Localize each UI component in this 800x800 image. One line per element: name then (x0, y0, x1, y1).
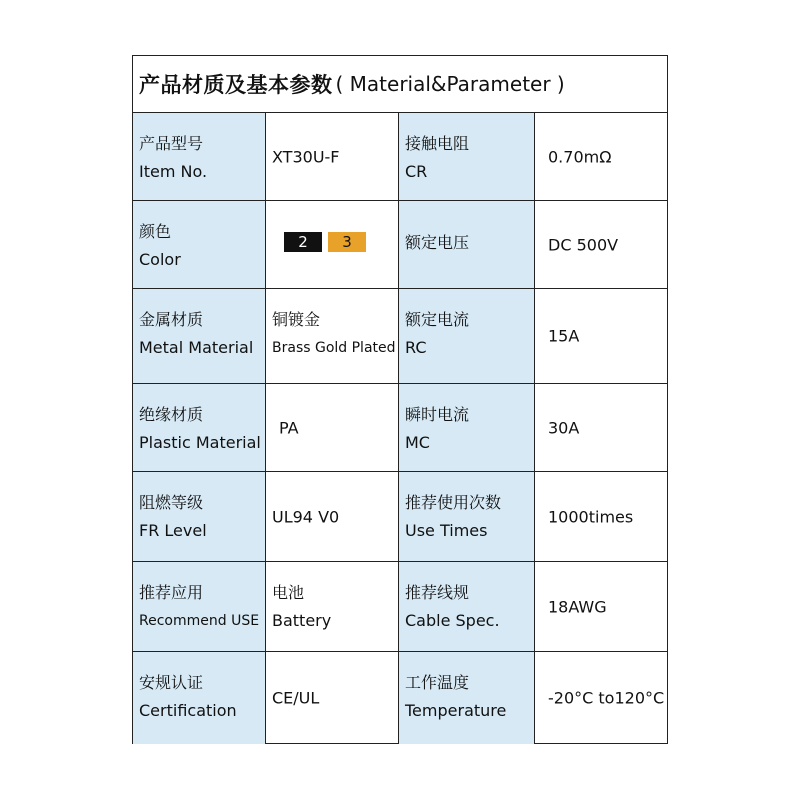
value-temperature: -20°C to120°C (548, 688, 665, 708)
title-en: ( Material&Parameter ) (335, 72, 565, 96)
value-color (266, 201, 399, 289)
value-rated-current: 15A (535, 289, 667, 384)
label-item-no: 产品型号 Item No. (133, 113, 266, 201)
value-use-times: 1000times (535, 472, 667, 562)
value-cable-spec: 18AWG (535, 562, 667, 652)
value-certification: CE/UL (266, 652, 399, 744)
value-recommend-use: 电池 Battery (266, 562, 399, 652)
label-use-times: 推荐使用次数 Use Times (399, 472, 535, 562)
value-fr-level: UL94 V0 (266, 472, 399, 562)
table-title (133, 56, 667, 113)
value-metal-material: 铜镀金 Brass Gold Plated (266, 289, 399, 384)
label-fr-level: 阻燃等级 FR Level (133, 472, 266, 562)
value-plastic-material: PA (266, 384, 399, 472)
value-rated-voltage: DC 500V (535, 201, 667, 289)
value-momentary-current: 30A (535, 384, 667, 472)
label-rated-voltage: 额定电压 (399, 201, 535, 289)
color-swatch-orange: 3 (328, 232, 366, 252)
label-recommend-use: 推荐应用 Recommend USE (133, 562, 266, 652)
value-item-no: XT30U-F (266, 113, 399, 201)
title-cn: 产品材质及基本参数 (139, 73, 333, 97)
label-color: 颜色 Color (133, 201, 266, 289)
label-rated-current: 额定电流 RC (399, 289, 535, 384)
parameter-grid (133, 113, 667, 744)
label-metal-material: 金属材质 Metal Material (133, 289, 266, 384)
label-temperature: 工作温度 Temperature (399, 652, 535, 744)
label-cable-spec: 推荐线规 Cable Spec. (399, 562, 535, 652)
label-plastic-material: 绝缘材质 Plastic Material (133, 384, 266, 472)
parameter-table (132, 55, 668, 744)
color-swatches (284, 232, 366, 252)
label-momentary-current: 瞬时电流 MC (399, 384, 535, 472)
value-contact-resistance: 0.70mΩ (535, 113, 667, 201)
color-swatch-black: 2 (284, 232, 322, 252)
label-certification: 安规认证 Certification (133, 652, 266, 744)
label-contact-resistance: 接触电阻 CR (399, 113, 535, 201)
